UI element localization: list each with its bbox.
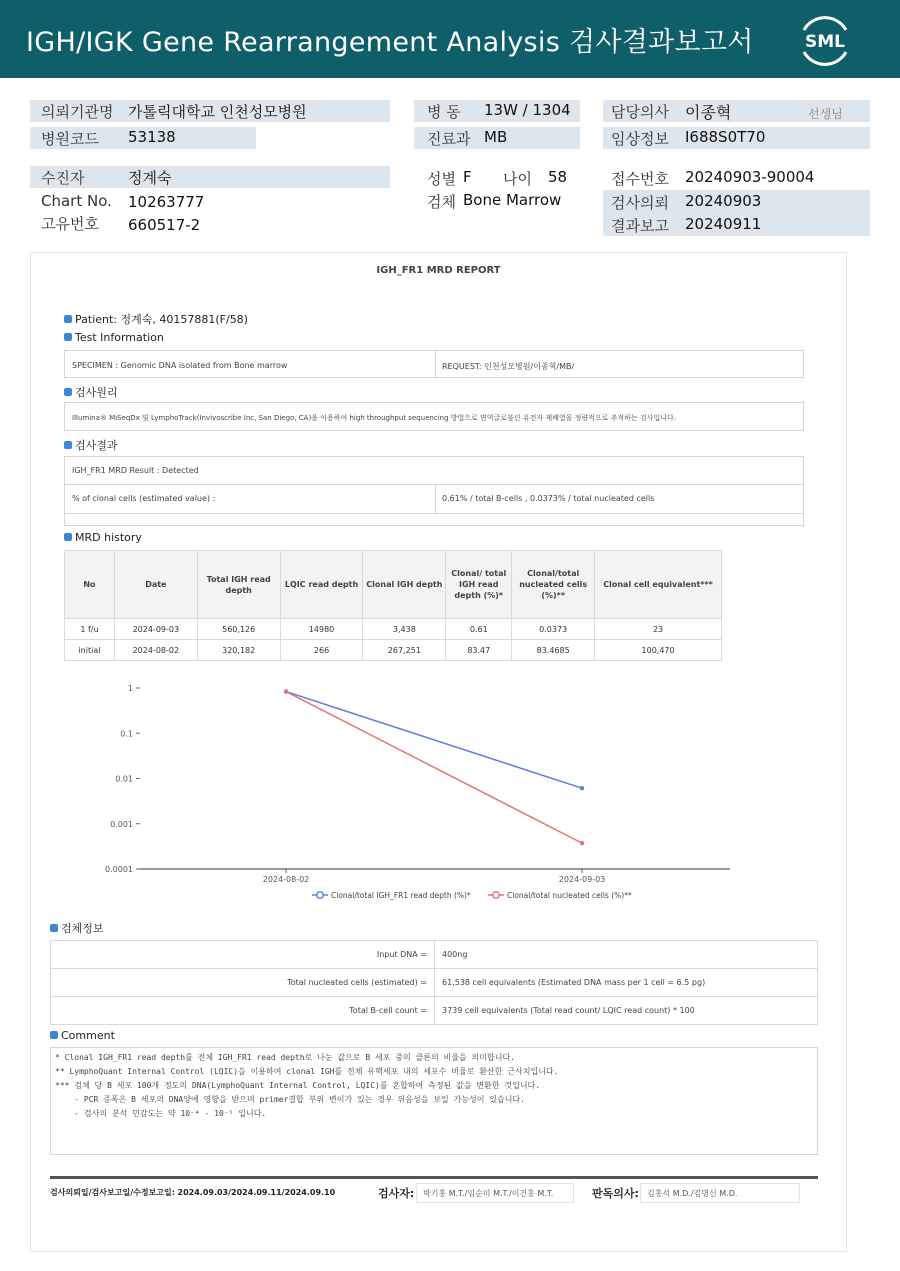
logo-text: SML bbox=[805, 32, 845, 52]
id-no-label: 고유번호 bbox=[41, 215, 99, 233]
bullet-icon bbox=[64, 441, 72, 449]
doctor-suffix: 선생님 bbox=[808, 107, 843, 121]
result-heading-text: 검사결과 bbox=[75, 439, 118, 452]
sex-label: 성별 bbox=[427, 170, 456, 188]
col-clonal-nucleated: Clonal/total nucleated cells (%)** bbox=[512, 551, 595, 619]
table-cell: 560,126 bbox=[197, 619, 280, 640]
comment-heading-text: Comment bbox=[61, 1029, 115, 1042]
institution-value: 가톨릭대학교 인천성모병원 bbox=[128, 103, 307, 121]
y-tick-label: 0.01 bbox=[115, 774, 133, 784]
table-cell: 320,182 bbox=[197, 640, 280, 661]
principle-heading-text: 검사원리 bbox=[75, 386, 118, 399]
footer-dates-value: 2024.09.03/2024.09.11/2024.09.10 bbox=[177, 1188, 336, 1197]
table-cell: 266 bbox=[280, 640, 363, 661]
cell-divider bbox=[435, 484, 436, 513]
table-cell: 83.4685 bbox=[512, 640, 595, 661]
table-cell: 0.0373 bbox=[512, 619, 595, 640]
patient-value: 정계숙 bbox=[128, 169, 172, 187]
age-value: 58 bbox=[548, 168, 568, 186]
clonal-label: % of clonal cells (estimated value) : bbox=[72, 494, 216, 503]
col-clonal-igh: Clonal IGH depth bbox=[363, 551, 446, 619]
table-cell: 100,470 bbox=[595, 640, 722, 661]
request-cell: REQUEST: 인천성모병원/이종혁/MB/ bbox=[442, 362, 575, 371]
mrd-chart bbox=[70, 675, 770, 910]
history-heading-text: MRD history bbox=[75, 531, 142, 544]
principle-text: Illumina® MiSeqDx 및 LymphoTrack(Invivoscribe Inc, San Diego, CA)을 이용하여 high throughput sequencing 방법으로 면역글로불린 유전자 재배열을 정량적으로 추적하는 검사입니다. bbox=[72, 414, 676, 422]
cell-divider bbox=[435, 351, 436, 377]
comment-line: - 검사의 분석 민감도는 약 10⁻⁴ - 10⁻⁵ 입니다. bbox=[55, 1109, 267, 1118]
dept-value: MB bbox=[484, 128, 508, 146]
history-heading bbox=[64, 531, 142, 544]
spec-value: 400ng bbox=[435, 941, 818, 969]
y-tick-label: 1 bbox=[127, 684, 133, 693]
test-info-heading-text: Test Information bbox=[75, 331, 164, 344]
col-date: Date bbox=[114, 551, 197, 619]
doctor-label: 담당의사 bbox=[611, 103, 669, 121]
header-banner bbox=[0, 0, 900, 78]
col-lqic: LQIC read depth bbox=[280, 551, 363, 619]
comment-line: * Clonal IGH_FR1 read depth를 전체 IGH_FR1 read depth로 나눈 값으로 B 세포 중의 클론의 비율을 의미합니다. bbox=[55, 1053, 516, 1062]
spec-key: Total B-cell count = bbox=[51, 997, 435, 1025]
x-tick-label: 2024-08-02 bbox=[262, 875, 310, 884]
table-cell: 14980 bbox=[280, 619, 363, 640]
table-cell: 3,438 bbox=[363, 619, 446, 640]
result-box bbox=[64, 456, 804, 526]
table-cell: 2024-09-03 bbox=[114, 619, 197, 640]
comment-line: *** 검체 당 B 세포 100개 정도의 DNA(LymphoQuant Internal Control, LQIC)를 혼합하여 측정된 값을 변환한 것입니다. bbox=[55, 1081, 541, 1090]
result-heading bbox=[64, 437, 118, 453]
footer-reader-label: 판독의사: bbox=[592, 1187, 639, 1200]
spec-key: Input DNA = bbox=[51, 941, 435, 969]
specimen-info-table bbox=[50, 940, 818, 1025]
x-tick-label: 2024-09-03 bbox=[558, 875, 606, 884]
series-line-2 bbox=[286, 692, 582, 844]
doctor-value: 이종혁 bbox=[685, 103, 732, 122]
institution-label: 의뢰기관명 bbox=[41, 103, 114, 121]
specimen-info-heading-text: 검체정보 bbox=[61, 922, 104, 935]
specimen-cell: SPECIMEN : Genomic DNA isolated from Bone marrow bbox=[72, 361, 288, 370]
hospital-code-label: 병원코드 bbox=[41, 130, 99, 148]
patient-label: 수진자 bbox=[41, 169, 85, 187]
sml-logo bbox=[796, 12, 854, 68]
table-cell: 2024-08-02 bbox=[114, 640, 197, 661]
legend-label: Clonal/total IGH_FR1 read depth (%)* bbox=[331, 891, 471, 900]
spec-key: Total nucleated cells (estimated) = bbox=[51, 969, 435, 997]
report-main-title: IGH/IGK Gene Rearrangement Analysis 검사결과보고서 bbox=[26, 27, 754, 58]
receipt-value: 20240903-90004 bbox=[685, 168, 815, 186]
footer-divider bbox=[50, 1176, 818, 1179]
table-cell: initial bbox=[65, 640, 115, 661]
footer-tester-label: 검사자: bbox=[378, 1187, 415, 1200]
series-line-1 bbox=[286, 692, 582, 789]
legend-swatch-marker bbox=[493, 892, 499, 898]
y-tick-label: 0.1 bbox=[120, 729, 133, 739]
chart-no-label: Chart No. bbox=[41, 192, 112, 210]
bullet-icon bbox=[50, 1031, 58, 1039]
row-divider bbox=[65, 484, 803, 485]
footer-tester-value: 박기홍 M.T./임순미 M.T./이건홍 M.T. bbox=[416, 1183, 574, 1203]
patient-line bbox=[64, 311, 248, 327]
spec-value: 61,538 cell equivalents (Estimated DNA mass per 1 cell = 6.5 pg) bbox=[435, 969, 818, 997]
mrd-history-table bbox=[64, 550, 722, 661]
table-cell: 23 bbox=[595, 619, 722, 640]
legend-label: Clonal/total nucleated cells (%)** bbox=[507, 891, 632, 900]
clonal-value: 0.61% / total B-cells , 0.0373% / total nucleated cells bbox=[442, 494, 655, 503]
age-label: 나이 bbox=[503, 170, 532, 188]
bullet-icon bbox=[64, 333, 72, 341]
mrd-report-title: IGH_FR1 MRD REPORT bbox=[376, 265, 501, 276]
report-date-value: 20240911 bbox=[685, 215, 762, 233]
ward-value: 13W / 1304 bbox=[484, 101, 571, 119]
col-no: No bbox=[65, 551, 115, 619]
comment-box bbox=[50, 1047, 818, 1155]
hospital-code-value: 53138 bbox=[128, 128, 176, 146]
test-info-box bbox=[64, 350, 804, 378]
spec-value: 3739 cell equivalents (Total read count/ LQIC read count) * 100 bbox=[435, 997, 818, 1025]
request-date-label: 검사의뢰 bbox=[611, 194, 669, 212]
result-line: IGH_FR1 MRD Result : Detected bbox=[72, 466, 199, 475]
patient-line-text: Patient: 정계숙, 40157881(F/58) bbox=[75, 313, 248, 326]
comment-heading bbox=[50, 1029, 115, 1042]
bullet-icon bbox=[50, 924, 58, 932]
specimen-label: 검체 bbox=[427, 193, 456, 211]
col-clonal-equivalent: Clonal cell equivalent*** bbox=[595, 551, 722, 619]
principle-heading bbox=[64, 384, 118, 400]
clinical-value: I688S0T70 bbox=[685, 128, 766, 146]
table-cell: 1 f/u bbox=[65, 619, 115, 640]
table-row bbox=[65, 619, 722, 640]
specimen-info-heading bbox=[50, 920, 104, 936]
history-header-row bbox=[65, 551, 722, 619]
dept-label: 진료과 bbox=[427, 130, 471, 148]
table-cell: 267,251 bbox=[363, 640, 446, 661]
series-point-1 bbox=[580, 786, 584, 790]
col-clonal-ratio: Clonal/ total IGH read depth (%)* bbox=[446, 551, 512, 619]
principle-box bbox=[64, 402, 804, 431]
test-info-heading bbox=[64, 331, 164, 344]
chart-no-value: 10263777 bbox=[128, 193, 205, 211]
table-cell: 0.61 bbox=[446, 619, 512, 640]
footer-dates bbox=[50, 1187, 335, 1198]
table-row bbox=[51, 997, 818, 1025]
y-tick-label: 0.0001 bbox=[105, 865, 133, 874]
footer-reader-value: 김홍석 M.D./김명신 M.D. bbox=[640, 1183, 800, 1203]
bullet-icon bbox=[64, 315, 72, 323]
comment-line: ** LymphoQuant Internal Control (LQIC)을 이용하여 clonal IGH를 전체 유핵세포 내의 세포수 비율로 환산한 근사치입니다. bbox=[55, 1067, 559, 1076]
table-cell: 83.47 bbox=[446, 640, 512, 661]
y-tick-label: 0.001 bbox=[110, 819, 133, 829]
bullet-icon bbox=[64, 388, 72, 396]
report-date-label: 결과보고 bbox=[611, 217, 669, 235]
table-row bbox=[51, 941, 818, 969]
table-row bbox=[65, 640, 722, 661]
legend-swatch-marker bbox=[317, 892, 323, 898]
specimen-value: Bone Marrow bbox=[463, 191, 562, 209]
table-row bbox=[51, 969, 818, 997]
receipt-label: 접수번호 bbox=[611, 170, 669, 188]
series-point-2 bbox=[580, 841, 584, 845]
footer-dates-label: 검사의뢰일/검사보고일/수정보고일: bbox=[50, 1188, 175, 1197]
bullet-icon bbox=[64, 533, 72, 541]
row-divider bbox=[65, 513, 803, 514]
clinical-label: 임상정보 bbox=[611, 130, 669, 148]
series-point-2 bbox=[284, 689, 288, 693]
sex-value: F bbox=[463, 168, 472, 186]
request-date-value: 20240903 bbox=[685, 192, 762, 210]
comment-line: - PCR 증폭은 B 세포의 DNA양에 영향을 받으며 primer결합 부위 변이가 있는 경우 위음성을 보일 가능성이 있습니다. bbox=[55, 1095, 525, 1104]
id-no-value: 660517-2 bbox=[128, 216, 201, 234]
col-total-igh: Total IGH read depth bbox=[197, 551, 280, 619]
ward-label: 병 동 bbox=[427, 103, 461, 121]
